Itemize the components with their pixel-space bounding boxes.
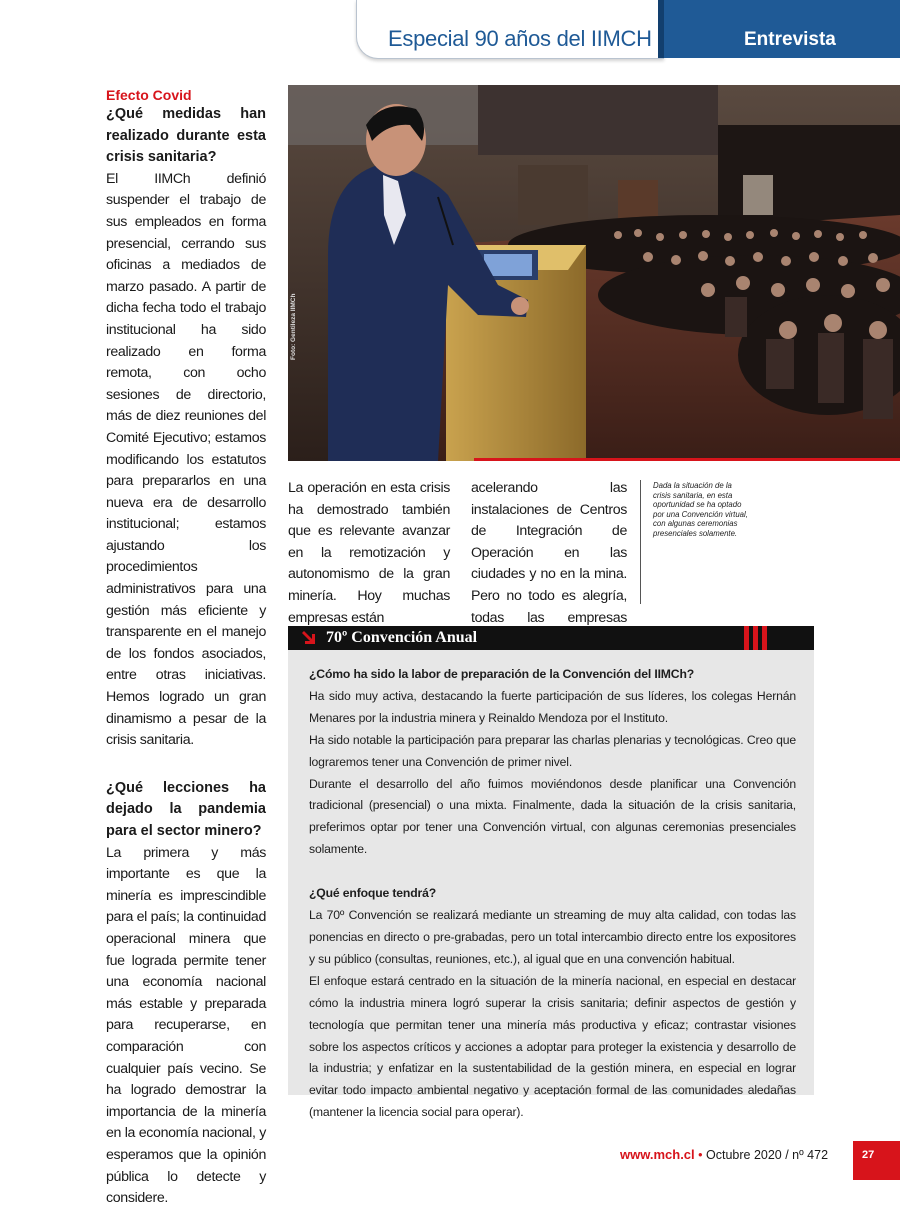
footer-url[interactable]: www.mch.cl	[620, 1147, 695, 1162]
page-number-box	[853, 1141, 900, 1180]
photo-accent-line	[474, 458, 900, 461]
left-column	[106, 86, 266, 1210]
conference-photo-illustration	[288, 85, 900, 461]
conference-photo	[288, 85, 900, 461]
header-section-label: Entrevista	[744, 29, 836, 50]
box-question-1: ¿Cómo ha sido la labor de preparación de la Convención del IIMCh?	[309, 667, 695, 681]
page-number: 27	[862, 1149, 875, 1161]
box-question-2: ¿Qué enfoque tendrá?	[309, 886, 437, 901]
header-title: Especial 90 años del IIMCH	[388, 26, 652, 51]
box-paragraph-2: Ha sido notable la participación para preparar las charlas plenarias y tecnológicas. Creo que lograremos tener una Convención de primer nivel.	[309, 732, 796, 769]
footer-dot: •	[698, 1148, 703, 1162]
box-paragraph-3: Durante el desarrollo del año fuimos moviéndonos desde planificar una Convención tradicional (presencial) o una mixta. Finalmente, dada la situación de la crisis sanitaria, preferimos optar por tener una Convención virtual, con algunas ceremonias presenciales solamente.	[309, 776, 796, 857]
answer-1: El IIMCh definió suspender el trabajo de sus empleados en forma presencial, cerrando sus oficinas a mediados de marzo pasado. A partir de dicha fecha todo el trabajo institucional ha sido realizado en forma remota, con ocho sesiones de directorio, más de diez reuniones del Comité Ejecutivo; estamos modificando los estatutos para prepararlos en una nueva era de desarrollo institucional; estamos ajustando los procedimientos administrativos para una gestión más eficiente y transparente en el manejo de los fondos asociados, entre otras iniciativas. Hemos logrado un gran dinamismo a pesar de la crisis sanitaria.	[106, 170, 266, 749]
footer	[620, 1147, 828, 1162]
arrow-down-right-icon	[302, 631, 315, 644]
box-paragraph-1: Ha sido muy activa, destacando la fuerte participación de sus líderes, los colegas Hernán Menares por la industria minera y Reinaldo Mendoza por el Instituto.	[309, 688, 796, 725]
kicker: Efecto Covid	[106, 87, 192, 103]
box-paragraph-5: El enfoque estará centrado en la situación de la minería nacional, en especial en destacar cómo la industria minera logró superar la crisis sanitaria; definir aspectos de gestión y tecnología que permitan tener una minería más productiva y eficaz; contrastar visiones sobre los aspectos críticos y acciones a adoptar para proteger la existencia y desarrollo de la industria; y enfatizar en la sustentabilidad de la gestión minera, en especial en lograr evitar todo impacto ambiental negativo y aceptación formal de las comunidades aledañas (mantener la licencia social para operar).	[309, 973, 796, 1120]
question-2: ¿Qué lecciones ha dejado la pandemia para el sector minero?	[106, 779, 266, 839]
caption-rule	[640, 480, 641, 604]
box-title: 70º Convención Anual	[326, 629, 478, 646]
body-column-2: acelerando las instalaciones de Centros de Integración de Operación en las ciudades y no en la mina. Pero no todo es alegría, todas las empresas	[471, 480, 627, 626]
photo-credit: Foto: Gentileza IIMCh	[290, 293, 297, 360]
body-column-1: La operación en esta crisis ha demostrado también que es relevante avanzar en la remotización y autonomismo de la gran minería. Hoy muchas empresas están	[288, 480, 450, 626]
photo-caption: Dada la situación de la crisis sanitaria, en esta oportunidad se ha optado por una Convención virtual, con algunas ceremonias presenciales solamente.	[653, 481, 748, 538]
answer-2: La primera y más importante es que la minería es imprescindible para el país; la continuidad operacional minera que fue lograda permite tener una economía nacional más estable y preparada para recuperarse, en comparación con cualquier país vecino. Se ha logrado demostrar la importancia de la minería en la economía nacional, y esperamos que la opinión pública lo detecte y considere.	[106, 844, 266, 1207]
box-paragraph-4: La 70º Convención se realizará mediante un streaming de muy alta calidad, con todas las ponencias en directo o pre-grabadas, pero un total intercambio directo entre los expositores y su público (consultas, reuniones, etc.), al igual que en una convención habitual.	[309, 908, 796, 966]
box-text	[309, 664, 796, 1124]
footer-issue: Octubre 2020 / nº 472	[706, 1148, 829, 1162]
question-1: ¿Qué medidas han realizado durante esta crisis sanitaria?	[106, 106, 266, 166]
